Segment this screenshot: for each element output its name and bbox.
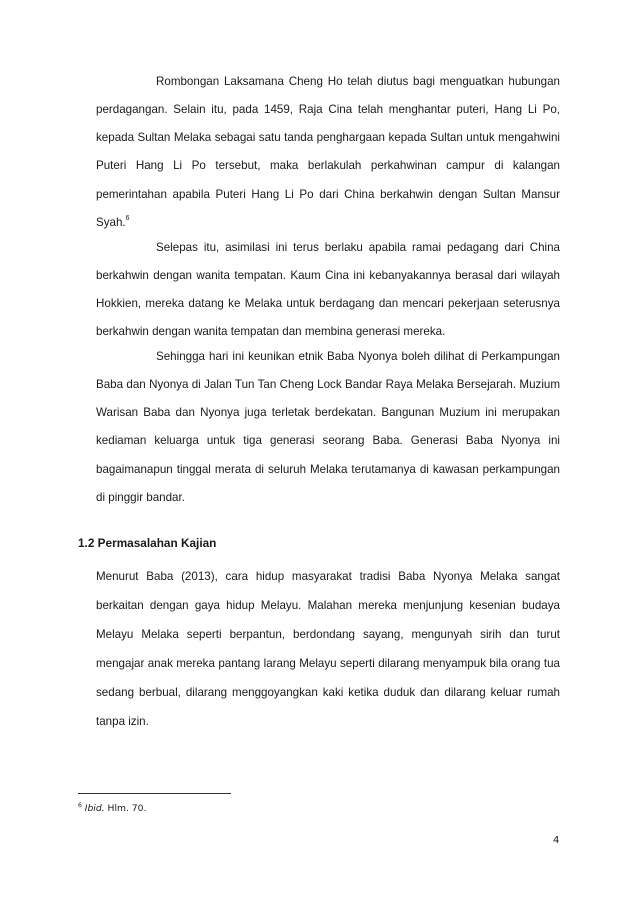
page-number: 4: [553, 835, 560, 846]
section-paragraph: Menurut Baba (2013), cara hidup masyarakat tradisi Baba Nyonya Melaka sangat berkaitan dengan gaya hidup Melayu. Malahan mereka menjunjung kesenian budaya Melayu Melaka seperti berpantun, berdondang sayang, mengunyah sirih dan turut mengajar anak mereka pantang larang Melayu seperti dilarang menyampuk bila orang tua sedang berbual, dilarang menggoyangkan kaki ketika duduk dan dilarang keluar rumah tanpa izin.: [96, 570, 560, 728]
footnote-page: Hlm. 70.: [104, 803, 147, 814]
footnote-number: 6: [78, 802, 82, 809]
section-heading: 1.2 Permasalahan Kajian: [78, 536, 217, 550]
footnote-reference: 6: [125, 214, 130, 222]
footnote-source: Ibid.: [84, 803, 105, 814]
body-paragraph-3: Sehingga hari ini keunikan etnik Baba Nyonya boleh dilihat di Perkampungan Baba dan Nyonya di Jalan Tun Tan Cheng Lock Bandar Raya Melaka Bersejarah. Muzium Warisan Baba dan Nyonya juga terletak berdekatan. Bangunan Muzium ini merupakan kediaman keluarga untuk tiga generasi seorang Baba. Generasi Baba Nyonya ini bagaimanapun tinggal merata di seluruh Melaka terutamanya di kawasan perkampungan di pinggir bandar.: [96, 350, 560, 504]
body-paragraph-1: [96, 68, 560, 237]
footnote-separator: [78, 793, 231, 794]
footnote: [78, 803, 146, 814]
body-paragraph-1-text: Rombongan Laksamana Cheng Ho telah diutus bagi menguatkan hubungan perdagangan. Selain itu, pada 1459, Raja Cina telah menghantar puteri, Hang Li Po, kepada Sultan Melaka sebagai satu tanda penghargaan kepada Sultan untuk mengahwini Puteri Hang Li Po tersebut, maka berlakulah perkahwinan campur di kalangan pemerintahan apabila Puteri Hang Li Po dari China berkahwin dengan Sultan Mansur Syah.: [96, 75, 560, 229]
body-paragraph-2: Selepas itu, asimilasi ini terus berlaku apabila ramai pedagang dari China berkahwin dengan wanita tempatan. Kaum Cina ini kebanyakannya berasal dari wilayah Hokkien, mereka datang ke Melaka untuk berdagang dan mencari pekerjaan seterusnya berkahwin dengan wanita tempatan dan membina generasi mereka.: [96, 241, 560, 339]
